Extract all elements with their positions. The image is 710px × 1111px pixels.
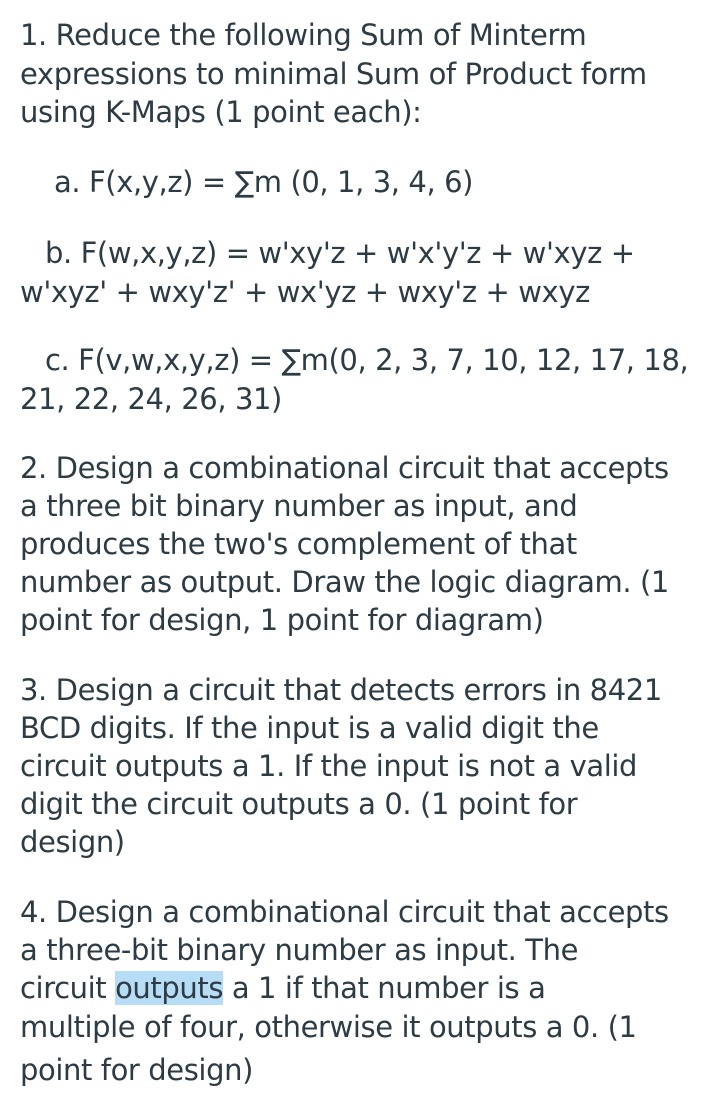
q2-line-1: 2. Design a combinational circuit that accepts: [20, 451, 669, 485]
q1-part-c-line-2: 21, 22, 24, 26, 31): [20, 382, 282, 416]
q1-part-a: a. F(x,y,z) = ∑m (0, 1, 3, 4, 6): [54, 165, 474, 199]
q1-part-c-line-1: c. F(v,w,x,y,z) = ∑m(0, 2, 3, 7, 10, 12, 17, 18,: [45, 343, 689, 377]
q4-line-5: point for design): [20, 1053, 253, 1087]
selected-text-highlight[interactable]: outputs: [115, 971, 224, 1005]
q1-line-3: using K-Maps (1 point each):: [20, 95, 422, 129]
q2-line-5: point for design, 1 point for diagram): [20, 603, 544, 637]
q4-line-1: 4. Design a combinational circuit that accepts: [20, 895, 669, 929]
q4-line-4: multiple of four, otherwise it outputs a 0. (1: [20, 1010, 637, 1044]
q1-line-2: expressions to minimal Sum of Product form: [20, 57, 647, 91]
q3-line-2: BCD digits. If the input is a valid digit the: [20, 711, 599, 745]
q2-line-4: number as output. Draw the logic diagram. (1: [20, 565, 669, 599]
q4-line-3: [20, 969, 545, 1007]
q3-line-3: circuit outputs a 1. If the input is not a valid: [20, 749, 638, 783]
q3-line-5: design): [20, 825, 125, 859]
q1-part-b-line-2: w'xyz' + wxy'z' + wx'yz + wxy'z + wxyz: [20, 275, 590, 309]
q3-line-1: 3. Design a circuit that detects errors in 8421: [20, 673, 662, 707]
q2-line-3: produces the two's complement of that: [20, 527, 577, 561]
q4-line-2: a three-bit binary number as input. The: [20, 933, 579, 967]
q1-part-b-line-1: b. F(w,x,y,z) = w'xy'z + w'x'y'z + w'xyz +: [45, 236, 635, 270]
q3-line-4: digit the circuit outputs a 0. (1 point for: [20, 787, 578, 821]
q4-line-3-end: a 1 if that number is a: [223, 971, 546, 1005]
q4-line-3-start: circuit: [20, 971, 116, 1005]
q1-line-1: 1. Reduce the following Sum of Minterm: [20, 18, 587, 52]
q2-line-2: a three bit binary number as input, and: [20, 489, 578, 523]
